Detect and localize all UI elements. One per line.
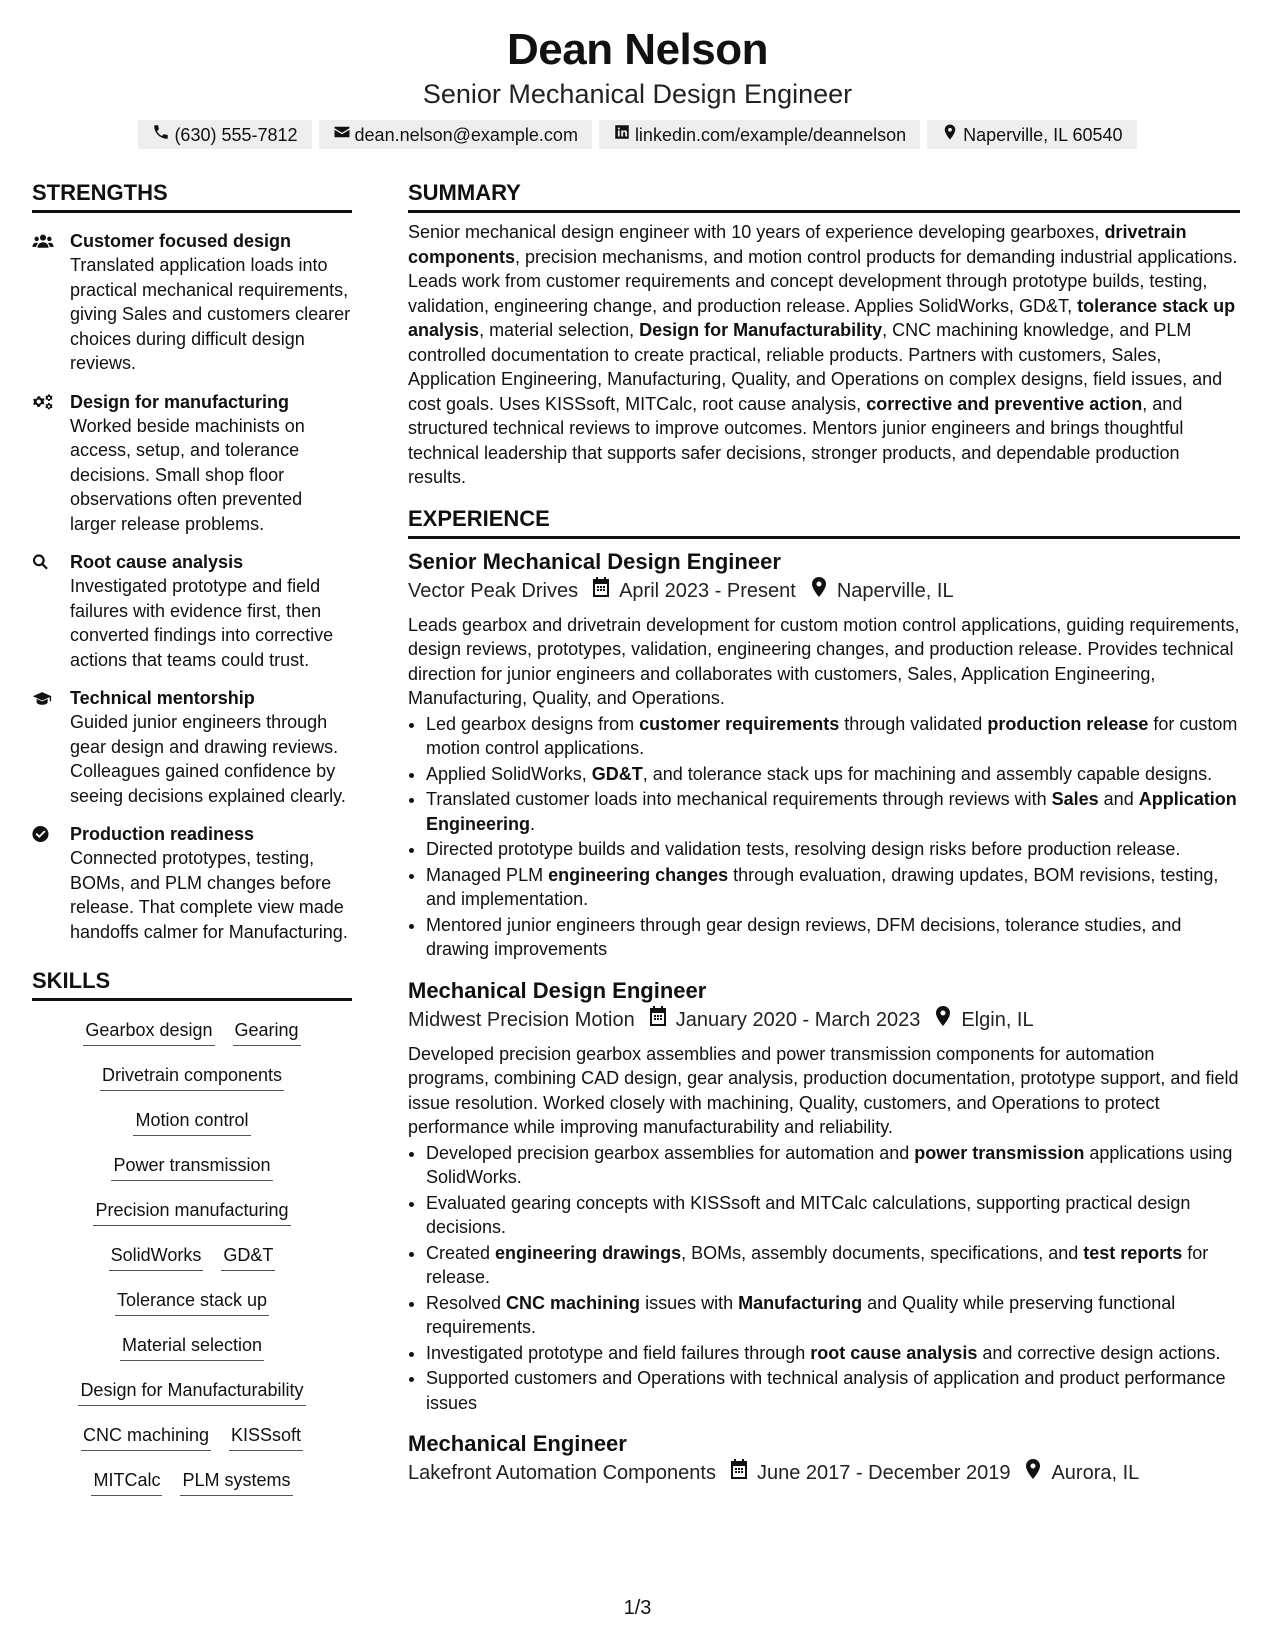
contact-location-text: Naperville, IL 60540 (963, 124, 1123, 145)
skill-row (32, 1287, 352, 1332)
contact-phone-text: (630) 555-7812 (174, 124, 298, 145)
job-meta (408, 1006, 1240, 1034)
strength-desc: Investigated prototype and field failures with evidence first, then converted findings into corrective actions that teams could trust. (70, 576, 334, 670)
skill-tag: KISSsoft (229, 1422, 303, 1451)
strength-item (32, 686, 352, 808)
job-bullet: • Investigated prototype and field failures through root cause analysis and corrective design actions. (426, 1341, 1240, 1366)
job-meta (408, 1459, 1240, 1487)
calendar-icon (716, 1459, 757, 1487)
job-title: Mechanical Design Engineer (408, 977, 707, 1003)
map-pin-icon (920, 1006, 961, 1034)
candidate-title: Senior Mechanical Design Engineer (422, 79, 853, 109)
job-bullet: • Developed precision gearbox assemblies for automation and power transmission applications using SolidWorks. (426, 1141, 1240, 1190)
graduation-cap-icon (32, 686, 70, 808)
contact-phone (138, 120, 311, 149)
skill-tag: SolidWorks (109, 1242, 204, 1271)
strength-desc: Worked beside machinists on access, setup, and tolerance decisions. Small shop floor observations often prevented larger release problems. (70, 415, 305, 534)
contact-email[interactable] (319, 120, 592, 149)
skill-tag: Design for Manufacturability (78, 1377, 305, 1406)
job-location: Naperville, IL (836, 579, 954, 602)
job-company: Lakefront Automation Components (408, 1462, 716, 1484)
skill-row (32, 1242, 352, 1287)
skills-list (32, 1017, 352, 1512)
skill-tag: Drivetrain components (100, 1062, 284, 1091)
users-icon (32, 229, 70, 376)
right-column (408, 178, 1240, 1487)
job-bullet: • Evaluated gearing concepts with KISSsoft and MITCalc calculations, supporting practical design decisions. (426, 1191, 1240, 1240)
job-description: Leads gearbox and drivetrain development for custom motion control applications, guiding requirements, design reviews, prototypes, validation, engineering changes, and production release. Provides technical direction for junior engineers and collaborates with customers, Sales, Application Engineering, Manufacturing, Quality, and Operations. (408, 614, 1240, 708)
check-circle-icon (32, 822, 70, 944)
strength-item (32, 229, 352, 376)
strength-desc: Connected prototypes, testing, BOMs, and PLM changes before release. That complete view made handoffs calmer for Manufacturing. (70, 848, 348, 942)
job-title: Mechanical Engineer (408, 1431, 627, 1456)
skill-tag: Gearing (233, 1017, 301, 1046)
job-dates: April 2023 - Present (619, 579, 796, 602)
job-entry (408, 1429, 1240, 1487)
job-bullet: • Created engineering drawings, BOMs, assembly documents, specifications, and test reports for release. (426, 1241, 1240, 1290)
skill-tag: CNC machining (81, 1422, 211, 1451)
skill-tag: GD&T (221, 1242, 275, 1271)
strengths-heading: STRENGTHS (32, 178, 352, 213)
contact-linkedin-text[interactable]: linkedin.com/example/deannelson (634, 124, 907, 145)
strength-item (32, 390, 352, 537)
job-bullet: • Mentored junior engineers through gear design reviews, DFM decisions, tolerance studies, and drawing improvements (426, 913, 1240, 962)
job-bullet: • Resolved CNC machining issues with Manufacturing and Quality while preserving functional requirements. (426, 1291, 1240, 1340)
job-location: Elgin, IL (961, 1008, 1034, 1031)
strength-title: Customer focused design (70, 231, 292, 251)
skill-tag: MITCalc (91, 1467, 162, 1496)
job-entry (408, 976, 1240, 1416)
job-description: Developed precision gearbox assemblies and power transmission components for automation programs, combining CAD design, gear analysis, production documentation, prototype support, and field issue resolution. Worked closely with machining, Quality, customers, and Operations to protect performance while improving manufacturability and reliability. (408, 1043, 1239, 1137)
map-pin-icon (941, 123, 959, 146)
job-company: Vector Peak Drives (408, 579, 579, 602)
linkedin-icon (613, 123, 631, 146)
skill-tag: Tolerance stack up (115, 1287, 269, 1316)
skill-row (32, 1107, 352, 1152)
skill-row (32, 1377, 352, 1422)
skill-tag: Motion control (133, 1107, 250, 1136)
candidate-name: Dean Nelson (506, 25, 768, 74)
experience-heading: EXPERIENCE (408, 504, 1240, 539)
strength-desc: Translated application loads into practical mechanical requirements, giving Sales and customers clearer choices during difficult design reviews. (70, 255, 351, 373)
map-pin-icon (1010, 1459, 1051, 1487)
contact-bar (0, 120, 1275, 149)
job-bullet: • Led gearbox designs from customer requirements through validated production release for custom motion control applications. (426, 712, 1240, 761)
strength-title: Design for manufacturing (70, 391, 290, 412)
skill-tag: Power transmission (111, 1152, 272, 1181)
gears-icon (32, 390, 70, 537)
job-location: Aurora, IL (1051, 1462, 1140, 1484)
strength-title: Technical mentorship (70, 688, 255, 708)
skill-row (32, 1197, 352, 1242)
strength-title: Production readiness (70, 824, 255, 844)
strength-desc: Guided junior engineers through gear design and drawing reviews. Colleagues gained confidence by seeing decisions explained clearly. (70, 712, 346, 806)
strength-item (32, 822, 352, 944)
contact-location (927, 120, 1136, 149)
job-entry (408, 547, 1240, 962)
skills-heading: SKILLS (32, 966, 352, 1001)
skill-tag: PLM systems (180, 1467, 292, 1496)
job-company: Midwest Precision Motion (408, 1008, 635, 1031)
job-bullet: • Translated customer loads into mechanical requirements through reviews with Sales and Application Engineering. (426, 787, 1240, 836)
skill-row (32, 1017, 352, 1062)
skill-tag: Precision manufacturing (93, 1197, 290, 1226)
job-bullet: • Directed prototype builds and validation tests, resolving design risks before production release. (426, 837, 1240, 862)
skill-row (32, 1152, 352, 1197)
magnifier-icon (32, 550, 70, 672)
page-number: 1/3 (623, 1597, 652, 1619)
calendar-icon (635, 1006, 676, 1034)
skill-tag: Gearbox design (83, 1017, 214, 1046)
contact-email-text[interactable]: dean.nelson@example.com (354, 124, 578, 145)
job-bullets (408, 712, 1240, 962)
job-bullet: • Applied SolidWorks, GD&T, and tolerance stack ups for machining and assembly capable designs. (426, 762, 1240, 787)
job-dates: January 2020 - March 2023 (675, 1008, 921, 1031)
summary-text: Senior mechanical design engineer with 10 years of experience developing gearboxes, drivetrain components, precision mechanisms, and motion control products for demanding industrial applications. Leads work from customer requirements and concept development through prototype builds, testing, validation, engineering change, and production release. Applies SolidWorks, GD&T, tolerance stack up analysis, material selection, Design for Manufacturability, CNC machining knowledge, and PLM controlled documentation to create practical, reliable products. Partners with customers, Sales, Application Engineering, Manufacturing, Quality, and Operations on complex designs, field issues, and cost goals. Uses KISSsoft, MITCalc, root cause analysis, corrective and preventive action, and structured technical reviews to improve outcomes. Mentors junior engineers and brings thoughtful technical leadership that supports safer decisions, stronger products, and dependable production results. (408, 222, 1238, 487)
resume-header (0, 0, 1275, 149)
skill-tag: Material selection (120, 1332, 264, 1361)
job-dates: June 2017 - December 2019 (756, 1462, 1011, 1484)
summary-heading: SUMMARY (408, 178, 1240, 213)
left-column (32, 178, 352, 1512)
skill-row (32, 1422, 352, 1467)
map-pin-icon (796, 577, 837, 605)
strength-title: Root cause analysis (70, 552, 244, 572)
envelope-icon (333, 123, 351, 146)
skill-row (32, 1332, 352, 1377)
job-bullet: • Managed PLM engineering changes through evaluation, drawing updates, BOM revisions, testing, and implementation. (426, 863, 1240, 912)
contact-linkedin[interactable] (599, 120, 920, 149)
calendar-icon (578, 577, 619, 605)
job-meta (408, 577, 1240, 605)
strength-item (32, 550, 352, 672)
skill-row (32, 1062, 352, 1107)
skill-row (32, 1467, 352, 1512)
phone-icon (152, 123, 170, 146)
job-bullet: • Supported customers and Operations with technical analysis of application and product performance issues (426, 1366, 1240, 1415)
job-title: Senior Mechanical Design Engineer (408, 548, 781, 574)
job-bullets (408, 1141, 1240, 1416)
